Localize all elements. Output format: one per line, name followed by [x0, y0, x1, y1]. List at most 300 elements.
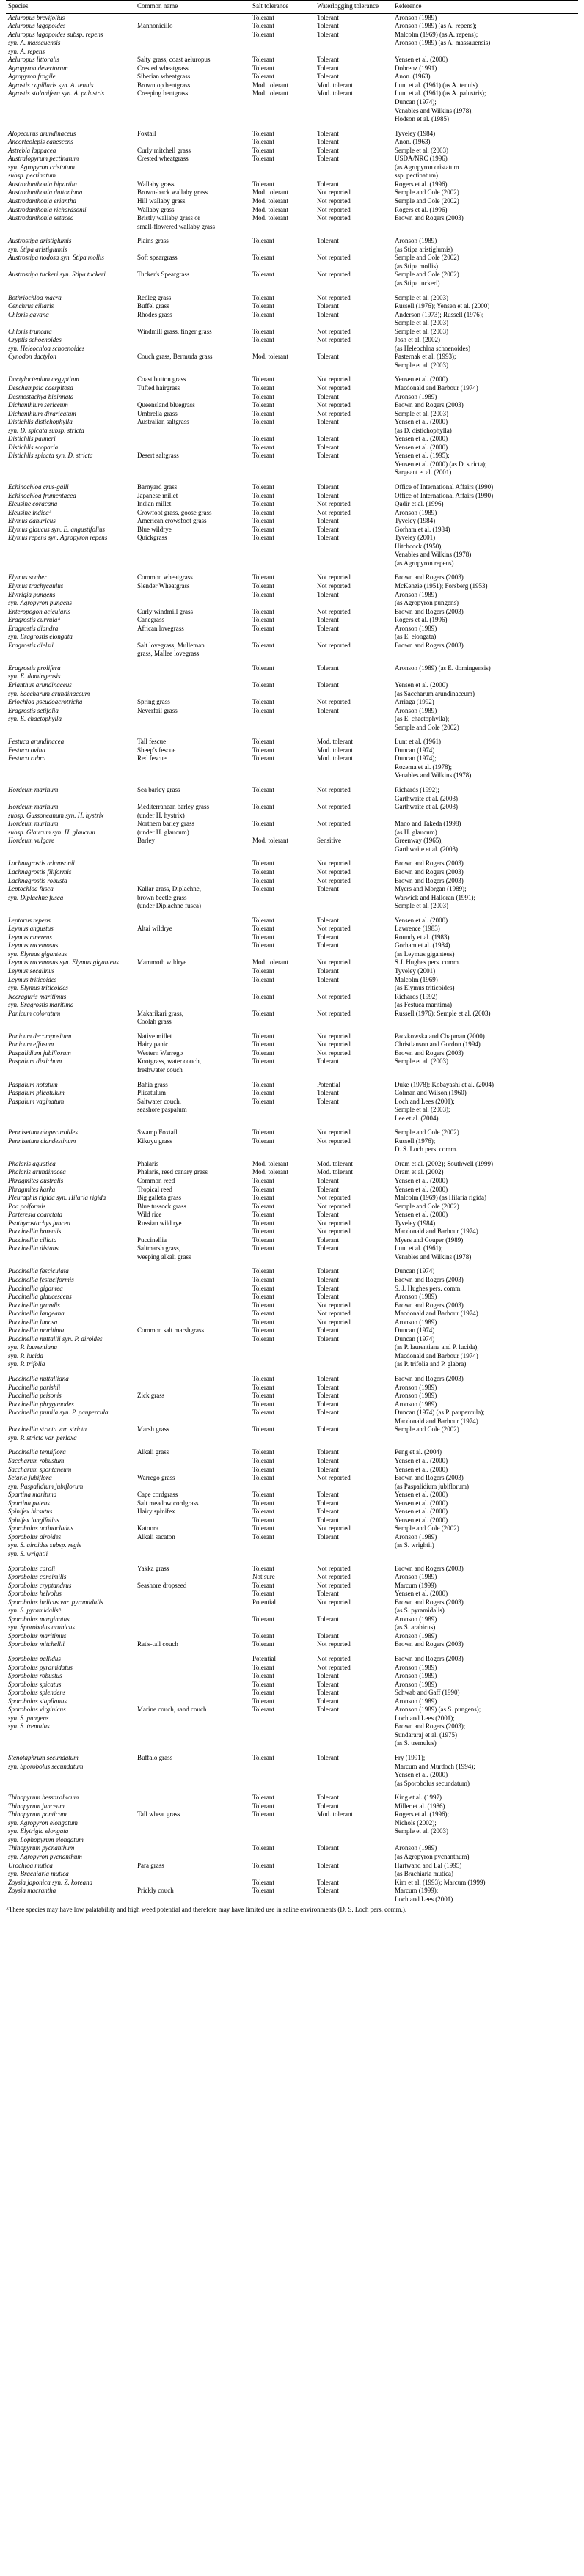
table-row	[6, 1714, 578, 1723]
cell-waterlogging-tolerance	[315, 1018, 393, 1027]
table-row	[6, 1154, 578, 1169]
cell-salt-tolerance: Tolerant	[252, 803, 274, 811]
cell-species: Lachnagrostis robusta	[8, 876, 67, 884]
cell-common-name: Zick grass	[137, 1392, 165, 1400]
cell-reference: Semple and Cole (2002)	[395, 188, 459, 197]
cell-reference: Venables and Wilkins (1978)	[395, 1252, 472, 1261]
header-waterlogging-tolerance: Waterlogging tolerance	[315, 1, 393, 14]
cell-common-name	[135, 763, 250, 772]
cell-salt-tolerance: Tolerant	[252, 327, 274, 335]
cell-reference: Richards (1992);	[395, 786, 439, 794]
cell-species: Puccinellia limosa	[8, 1318, 58, 1326]
cell-salt-tolerance	[250, 984, 315, 993]
cell-salt-tolerance: Tolerant	[252, 1581, 274, 1589]
table-row	[6, 755, 578, 763]
cell-waterlogging-tolerance: Tolerant	[317, 624, 339, 632]
cell-common-name	[135, 1689, 250, 1698]
cell-reference: Greenway (1965);	[395, 837, 443, 845]
table-row	[6, 845, 578, 854]
cell-common-name	[135, 1276, 250, 1285]
table-row	[6, 1862, 578, 1871]
cell-species: Elymus glaucus syn. E. angustifolius	[8, 525, 105, 533]
cell-species: Pennisetum clandestinum	[8, 1137, 76, 1145]
table-row	[6, 147, 578, 155]
cell-waterlogging-tolerance	[315, 795, 393, 804]
cell-salt-tolerance	[250, 172, 315, 180]
cell-waterlogging-tolerance: Not reported	[317, 188, 351, 197]
cell-waterlogging-tolerance: Not reported	[317, 925, 351, 933]
cell-species: Puccinellia stricta var. stricta	[8, 1425, 87, 1434]
cell-salt-tolerance: Tolerant	[252, 491, 274, 499]
cell-reference: Loch and Lees (2001);	[395, 1097, 455, 1105]
cell-reference: (as D. distichophylla)	[395, 426, 452, 434]
cell-reference: Sargeant et al. (2001)	[395, 469, 452, 477]
cell-reference: Miller et al. (1986)	[395, 1802, 445, 1810]
table-row	[6, 1887, 578, 1896]
cell-common-name: Buffalo grass	[137, 1754, 173, 1761]
table-row	[6, 1285, 578, 1293]
cell-species: Chloris truncata	[8, 327, 52, 335]
cell-reference: Loch and Lees (2001)	[393, 1896, 578, 1904]
cell-common-name	[135, 1573, 250, 1582]
cell-waterlogging-tolerance: Tolerant	[317, 310, 339, 318]
cell-species: Agrostis capillaris syn. A. tenuis	[8, 81, 94, 89]
cell-species: Sporobolus virginicus	[8, 1706, 66, 1714]
cell-common-name	[135, 115, 250, 124]
cell-salt-tolerance	[250, 1853, 315, 1862]
cell-salt-tolerance: Tolerant	[252, 1794, 274, 1802]
cell-reference: Yensen et al. (2000)	[395, 418, 448, 426]
cell-common-name: (under H. hystrix)	[137, 811, 185, 819]
cell-species: Lachnagrostis filiformis	[8, 867, 72, 876]
cell-reference: Semple et al. (2003)	[395, 146, 448, 154]
cell-species: Desmostachya bipinnata	[8, 392, 74, 400]
cell-species: syn. S. wrightii	[8, 1549, 48, 1557]
cell-salt-tolerance	[250, 1483, 315, 1491]
cell-reference: Tyveley (1984)	[395, 517, 436, 525]
cell-reference: (as Brachiaria mutica)	[395, 1870, 453, 1878]
cell-species: Sporobolus indicus var. pyramidalis	[8, 1598, 103, 1606]
cell-common-name	[135, 933, 250, 942]
cell-waterlogging-tolerance: Sensitive	[317, 837, 341, 845]
table-row	[6, 1057, 578, 1066]
cell-common-name	[135, 942, 250, 950]
cell-salt-tolerance: Mod. tolerant	[252, 197, 288, 205]
cell-common-name: Coast button grass	[137, 375, 186, 384]
cell-reference: Brown and Rogers (2003)	[395, 1276, 464, 1284]
cell-common-name	[135, 98, 250, 107]
cell-reference: D. S. Loch pers. comm.	[395, 1145, 458, 1153]
table-row	[6, 1836, 578, 1845]
cell-salt-tolerance: Tolerant	[252, 534, 274, 542]
cell-common-name	[135, 1335, 250, 1344]
cell-species: Saccharum spontaneum	[8, 1465, 72, 1473]
table-row	[6, 1508, 578, 1516]
cell-salt-tolerance	[250, 715, 315, 724]
cell-reference: Peng et al. (2004)	[395, 1448, 442, 1456]
table-row	[6, 509, 578, 518]
cell-reference: Aronson (1989)	[395, 237, 437, 245]
cell-species: Enteropogon acicularis	[8, 607, 70, 615]
cell-waterlogging-tolerance: Tolerant	[317, 942, 339, 950]
table-row	[6, 477, 578, 492]
table-row	[6, 1599, 578, 1607]
cell-reference: Semple et al. (2003)	[395, 409, 448, 417]
cell-common-name: Wild rice	[137, 1211, 162, 1219]
cell-reference: Semple and Cole (2002)	[395, 1202, 459, 1210]
cell-common-name: Altai wildrye	[137, 925, 172, 933]
cell-salt-tolerance: Tolerant	[252, 1499, 274, 1507]
cell-reference: (as P. laurentiana and P. lucida);	[395, 1343, 479, 1351]
cell-reference: Yensen et al. (2000)	[395, 443, 448, 451]
cell-reference: Marcum (1999)	[395, 1581, 437, 1589]
table-row	[6, 868, 578, 877]
cell-species: Lachnagrostis adamsonii	[8, 859, 75, 867]
table-row	[6, 591, 578, 600]
cell-reference: (as Saccharum arundinaceum)	[395, 689, 475, 697]
cell-species: subsp. pectinatum	[8, 172, 56, 180]
cell-species: Sporobolus actinocladus	[8, 1524, 73, 1533]
table-row	[6, 89, 578, 98]
table-row	[6, 1827, 578, 1836]
cell-reference: (as H. glaucum)	[395, 828, 437, 836]
cell-species: Poa poiformis	[8, 1202, 46, 1210]
cell-species: Elymus scaber	[8, 573, 47, 581]
cell-waterlogging-tolerance	[315, 1483, 393, 1491]
table-row	[6, 328, 578, 337]
cell-salt-tolerance: Tolerant	[252, 435, 274, 443]
table-row	[6, 1533, 578, 1542]
table-row	[6, 1559, 578, 1574]
table-row	[6, 1075, 578, 1090]
cell-reference: Christianson and Gordon (1994)	[395, 1041, 481, 1049]
cell-common-name	[135, 1714, 250, 1723]
cell-salt-tolerance: Tolerant	[252, 375, 274, 384]
table-row	[6, 164, 578, 172]
cell-species: Erianthus arundinaceus	[8, 681, 72, 689]
cell-salt-tolerance: Tolerant	[252, 30, 274, 38]
cell-waterlogging-tolerance: Tolerant	[317, 916, 339, 924]
cell-common-name	[135, 1401, 250, 1409]
cell-waterlogging-tolerance	[315, 715, 393, 724]
cell-waterlogging-tolerance: Not reported	[317, 271, 351, 279]
cell-waterlogging-tolerance: Tolerant	[317, 1861, 339, 1869]
cell-salt-tolerance	[250, 1541, 315, 1550]
cell-waterlogging-tolerance: Not reported	[317, 375, 351, 384]
cell-salt-tolerance: Tolerant	[252, 624, 274, 632]
cell-waterlogging-tolerance	[315, 362, 393, 370]
cell-waterlogging-tolerance: Tolerant	[317, 452, 339, 460]
cell-species: Sporobolus helvolus	[8, 1590, 62, 1598]
cell-common-name	[135, 1457, 250, 1466]
cell-waterlogging-tolerance: Tolerant	[317, 616, 339, 624]
cell-common-name: Slender Wheatgrass	[137, 582, 190, 590]
cell-waterlogging-tolerance: Not reported	[317, 214, 351, 222]
cell-waterlogging-tolerance: Tolerant	[317, 353, 339, 361]
cell-salt-tolerance: Tolerant	[252, 698, 274, 706]
cell-waterlogging-tolerance: Not reported	[317, 573, 351, 581]
table-row	[6, 1672, 578, 1681]
cell-species: syn. Agropyron pungens	[8, 599, 72, 607]
cell-reference: Aronson (1989) (as A. massauensis)	[395, 39, 491, 47]
table-row	[6, 690, 578, 699]
cell-salt-tolerance: Tolerant	[252, 1194, 274, 1202]
cell-waterlogging-tolerance	[315, 1896, 393, 1904]
table-row	[6, 1623, 578, 1632]
cell-reference: Aronson (1989)	[395, 1533, 437, 1541]
cell-salt-tolerance: Tolerant	[252, 1211, 274, 1219]
table-row	[6, 1879, 578, 1887]
cell-reference: Yensen et al. (2000)	[395, 1590, 448, 1598]
table-row	[6, 877, 578, 886]
cell-waterlogging-tolerance: Not reported	[317, 1524, 351, 1533]
cell-common-name	[135, 1541, 250, 1550]
cell-common-name: Wallaby grass	[137, 205, 175, 213]
cell-species: Puccinellia tenuiflora	[8, 1448, 66, 1456]
cell-salt-tolerance	[250, 115, 315, 124]
cell-common-name: Rhodes grass	[137, 310, 172, 318]
cell-reference: Semple et al. (2003)	[395, 319, 448, 327]
cell-reference: Anon. (1963)	[395, 138, 431, 146]
cell-waterlogging-tolerance: Tolerant	[317, 1754, 339, 1761]
cell-species: Distichlis palmeri	[8, 435, 56, 443]
cell-reference	[393, 48, 578, 56]
cell-reference: Rogers et al. (1996)	[395, 616, 448, 624]
cell-waterlogging-tolerance: Not reported	[317, 1310, 351, 1318]
table-row	[6, 1541, 578, 1550]
cell-waterlogging-tolerance	[315, 551, 393, 559]
cell-reference: Myers and Morgan (1989);	[395, 885, 467, 893]
cell-salt-tolerance: Tolerant	[252, 706, 274, 714]
cell-waterlogging-tolerance: Tolerant	[317, 1267, 339, 1275]
cell-salt-tolerance: Tolerant	[252, 1080, 274, 1088]
cell-waterlogging-tolerance	[315, 1066, 393, 1075]
cell-salt-tolerance: Tolerant	[252, 73, 274, 81]
table-row	[6, 410, 578, 419]
cell-salt-tolerance: Tolerant	[252, 336, 274, 344]
cell-reference: Russell (1976); Yensen et al. (2000)	[395, 302, 490, 310]
cell-species: Panicum effusum	[8, 1041, 54, 1049]
cell-reference: Semple et al. (2003)	[395, 902, 448, 910]
cell-waterlogging-tolerance: Tolerant	[317, 302, 339, 310]
cell-reference: Brown and Rogers (2003)	[395, 1654, 464, 1662]
cell-species: Elymus dahuricus	[8, 517, 56, 525]
cell-species: Puccinellia parishii	[8, 1383, 61, 1391]
cell-species: syn. Elytrigia elongata	[8, 1827, 69, 1835]
cell-common-name	[135, 1623, 250, 1632]
cell-common-name	[135, 1384, 250, 1392]
table-row	[6, 231, 578, 246]
cell-waterlogging-tolerance: Not reported	[317, 1032, 351, 1040]
cell-salt-tolerance: Tolerant	[252, 64, 274, 72]
table-row	[6, 1748, 578, 1763]
cell-species: Eragrostis diandra	[8, 624, 59, 632]
table-row	[6, 1049, 578, 1058]
cell-common-name: Brown-back wallaby grass	[137, 188, 208, 197]
cell-species	[6, 107, 135, 116]
cell-salt-tolerance: Tolerant	[252, 1887, 274, 1895]
table-row	[6, 1089, 578, 1098]
cell-species: Festuca arundinacea	[8, 738, 65, 746]
table-row	[6, 271, 578, 279]
cell-reference: Malcolm (1969)	[395, 975, 438, 983]
cell-common-name: Cape cordgrass	[137, 1491, 178, 1499]
table-row	[6, 279, 578, 288]
cell-species: Leymus triticoides	[8, 975, 57, 983]
cell-species: Agropyron fragile	[8, 73, 56, 81]
cell-salt-tolerance: Tolerant	[252, 1663, 274, 1671]
cell-reference: Semple and Cole (2002)	[395, 1524, 459, 1533]
cell-species: Hordeum vulgare	[8, 837, 55, 845]
cell-species: Aeluropus lagopoides subsp. repens	[8, 30, 103, 38]
cell-reference: Semple et al. (2003)	[395, 1057, 448, 1065]
table-row	[6, 1491, 578, 1500]
cell-waterlogging-tolerance: Tolerant	[317, 1425, 339, 1434]
cell-salt-tolerance: Tolerant	[252, 401, 274, 409]
cell-common-name	[135, 1879, 250, 1887]
cell-salt-tolerance: Mod. tolerant	[252, 958, 288, 966]
cell-waterlogging-tolerance	[315, 1001, 393, 1010]
cell-salt-tolerance: Tolerant	[252, 155, 274, 163]
table-row	[6, 1788, 578, 1802]
cell-reference: Oram et al. (2002)	[395, 1168, 444, 1176]
cell-waterlogging-tolerance: Not reported	[317, 1137, 351, 1145]
cell-reference: Office of International Affairs (1990)	[395, 482, 494, 491]
cell-reference: Lee et al. (2004)	[395, 1114, 439, 1122]
cell-waterlogging-tolerance	[315, 650, 393, 658]
cell-salt-tolerance: Tolerant	[252, 1615, 274, 1623]
cell-reference: Schwab and Gaff (1990)	[395, 1689, 460, 1697]
cell-common-name	[135, 1771, 250, 1780]
table-row	[6, 599, 578, 608]
cell-common-name	[135, 868, 250, 877]
cell-salt-tolerance: Tolerant	[252, 1185, 274, 1193]
cell-common-name	[135, 345, 250, 353]
cell-common-name: Makarikari grass,	[137, 1009, 183, 1017]
cell-reference: Russell (1976);	[395, 1137, 436, 1145]
cell-salt-tolerance	[250, 1739, 315, 1748]
cell-waterlogging-tolerance	[315, 1714, 393, 1723]
cell-reference: (as Paspalidium jubiflorum)	[395, 1482, 469, 1490]
cell-waterlogging-tolerance: Tolerant	[317, 590, 339, 598]
table-row	[6, 942, 578, 950]
cell-salt-tolerance: Tolerant	[252, 1564, 274, 1572]
cell-species: Austrodanthonia duttoniana	[8, 188, 83, 197]
cell-species: Sporobolus consimilis	[8, 1573, 67, 1581]
cell-species: Puccinellia nuttallii syn. P. airoides	[8, 1335, 103, 1343]
cell-reference: Rogers et al. (1996)	[395, 180, 448, 188]
cell-salt-tolerance: Tolerant	[252, 146, 274, 154]
cell-waterlogging-tolerance	[315, 469, 393, 477]
cell-waterlogging-tolerance: Tolerant	[317, 138, 339, 146]
cell-salt-tolerance: Tolerant	[252, 1009, 274, 1017]
table-row	[6, 672, 578, 681]
cell-waterlogging-tolerance: Tolerant	[317, 534, 339, 542]
cell-species: Puccinellia gigantea	[8, 1284, 63, 1292]
cell-reference: Brown and Rogers (2003)	[395, 214, 464, 222]
cell-waterlogging-tolerance	[315, 98, 393, 107]
cell-common-name: Common reed	[137, 1177, 175, 1184]
cell-species: Eragrostis curvulaᴬ	[8, 616, 61, 624]
cell-salt-tolerance: Tolerant	[252, 1267, 274, 1275]
cell-reference: Hartwand and Lal (1995)	[395, 1861, 462, 1869]
cell-species: Elymus repens syn. Agropyron repens	[8, 534, 108, 542]
cell-species: Urochloa mutica	[8, 1861, 53, 1869]
cell-common-name: Tufted hairgrass	[137, 384, 180, 392]
cell-species: syn. Brachiaria mutica	[8, 1870, 69, 1878]
cell-salt-tolerance	[250, 551, 315, 559]
cell-waterlogging-tolerance: Not reported	[317, 820, 351, 828]
cell-salt-tolerance: Tolerant	[252, 1202, 274, 1210]
cell-salt-tolerance: Tolerant	[252, 1293, 274, 1301]
cell-common-name	[135, 877, 250, 886]
table-row	[6, 444, 578, 452]
cell-species: Leymus racemosus	[8, 942, 59, 950]
cell-salt-tolerance: Tolerant	[252, 517, 274, 525]
cell-species: Setaria jubiflora	[8, 1474, 52, 1482]
cell-reference: Brown and Rogers (2003)	[395, 1375, 464, 1383]
cell-reference: Aronson (1989)	[395, 1573, 437, 1581]
cell-species: Eriochloa pseudoacrotricha	[8, 698, 83, 706]
cell-common-name: Spring grass	[137, 698, 170, 706]
cell-species: subsp. Glaucum syn. H. glaucum	[8, 828, 95, 836]
cell-common-name	[135, 13, 250, 22]
cell-reference: Aronson (1989) (as S. pungens);	[395, 1706, 481, 1714]
table-row	[6, 1722, 578, 1731]
table-body	[6, 13, 578, 1904]
cell-reference: Marcum (1999);	[395, 1887, 439, 1895]
cell-common-name: Blue tussock grass	[137, 1202, 186, 1210]
cell-waterlogging-tolerance	[315, 1253, 393, 1262]
cell-waterlogging-tolerance: Tolerant	[317, 180, 339, 188]
cell-waterlogging-tolerance	[315, 263, 393, 271]
table-row	[6, 1417, 578, 1426]
cell-reference: Aronson (1989)	[395, 706, 437, 714]
cell-species: Stenotaphrum secundatum	[8, 1754, 79, 1761]
cell-reference: Russell (1976); Semple et al. (2003)	[395, 1009, 491, 1017]
table-row	[6, 1392, 578, 1401]
cell-waterlogging-tolerance: Not reported	[317, 1129, 351, 1137]
cell-reference: Yensen et al. (2000)	[395, 1185, 448, 1193]
cell-waterlogging-tolerance	[315, 771, 393, 780]
cell-reference: Warwick and Halloran (1991);	[395, 893, 475, 901]
cell-salt-tolerance	[250, 1343, 315, 1352]
cell-common-name	[135, 427, 250, 436]
table-row	[6, 1211, 578, 1219]
cell-salt-tolerance: Mod. tolerant	[252, 205, 288, 213]
cell-waterlogging-tolerance	[315, 107, 393, 116]
cell-waterlogging-tolerance	[315, 1541, 393, 1550]
cell-salt-tolerance	[250, 362, 315, 370]
table-row	[6, 1582, 578, 1590]
cell-reference: Richards (1992)	[395, 992, 438, 1000]
cell-common-name	[135, 681, 250, 690]
table-row	[6, 1115, 578, 1123]
table-row	[6, 172, 578, 180]
table-row	[6, 715, 578, 724]
table-row	[6, 1326, 578, 1335]
table-row	[6, 854, 578, 868]
cell-salt-tolerance	[250, 950, 315, 959]
cell-reference: Semple et al. (2003);	[395, 1106, 450, 1114]
table-row	[6, 124, 578, 139]
table-row	[6, 345, 578, 353]
cell-waterlogging-tolerance: Tolerant	[317, 517, 339, 525]
cell-species	[6, 98, 135, 107]
cell-common-name	[135, 1649, 250, 1664]
cell-species: Puccinellia langeana	[8, 1310, 65, 1318]
cell-reference	[393, 1018, 578, 1027]
